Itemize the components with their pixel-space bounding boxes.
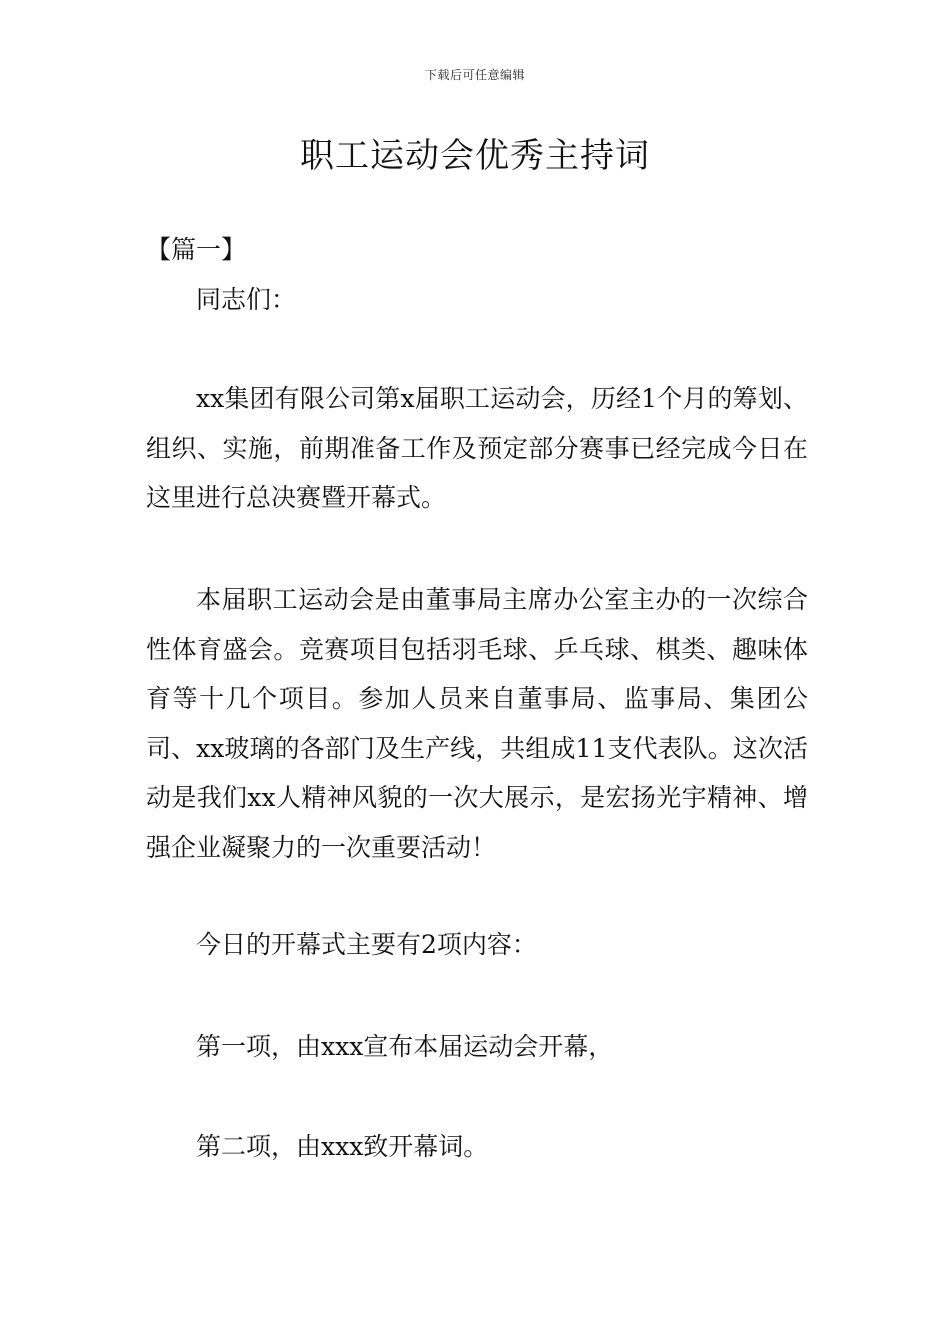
paragraph-intro: xx集团有限公司第x届职工运动会，历经1个月的筹划、组织、实施，前期准备工作及预定部分赛事已经完成今日在这里进行总决赛暨开幕式。 <box>146 384 808 512</box>
paragraph-agenda: 今日的开幕式主要有2项内容： <box>196 930 537 959</box>
paragraph-event-details: 本届职工运动会是由董事局主席办公室主办的一次综合性体育盛会。竞赛项目包括羽毛球、乒乓球、棋类、趣味体育等十几个项目。参加人员来自董事局、监事局、集团公司、xx玻璃的各部门及生产线，共组成11支代表队。这次活动是我们xx人精神风貌的一次大展示，是宏扬光宇精神、增强企业凝聚力的一次重要活动！ <box>146 585 808 862</box>
header-note: 下载后可任意编辑 <box>424 68 525 82</box>
greeting: 同志们： <box>196 285 297 314</box>
paragraph-item-two: 第二项，由xxx致开幕词。 <box>196 1132 489 1161</box>
paragraph-item-one: 第一项，由xxx宣布本届运动会开幕， <box>196 1032 614 1061</box>
document-title: 职工运动会优秀主持词 <box>300 136 650 176</box>
section-label: 【篇一】 <box>146 235 247 264</box>
